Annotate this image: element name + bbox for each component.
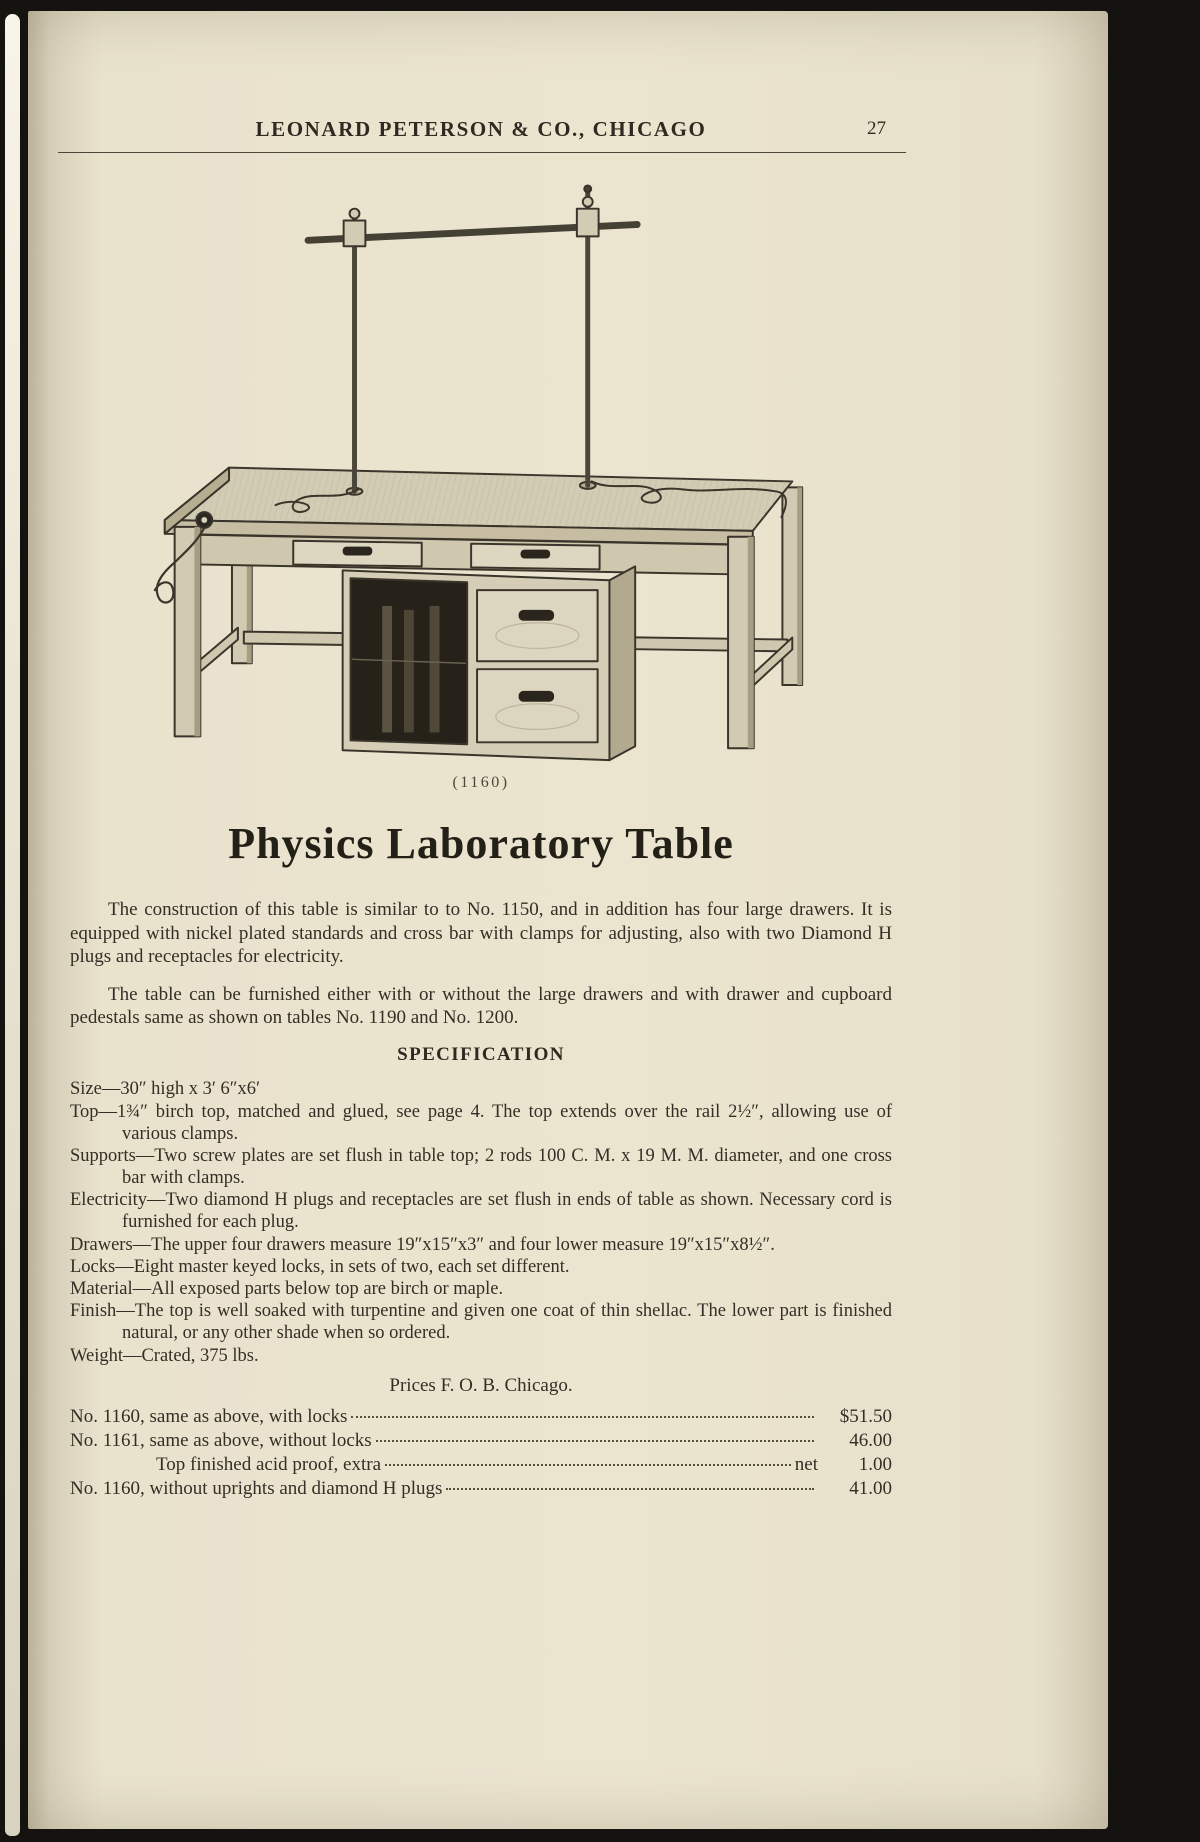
spec-item-size: Size—30″ high x 3′ 6″x6′ xyxy=(70,1079,260,1100)
intro-paragraph: The table can be furnished either with or without the large drawers and with drawer and cupboard pedestals same as shown on tables No. 1190 and No. 1200. xyxy=(70,983,892,1029)
pedestal xyxy=(343,566,636,760)
standards xyxy=(308,185,637,494)
dot-leader xyxy=(376,1440,814,1442)
spec-item-top: Top—1¾″ birch top, matched and glued, see page 4. The top extends over the rail 2½″, allowing use of various clamps. xyxy=(70,1101,892,1144)
spec-item-material: Material—All exposed parts below top are birch or maple. xyxy=(70,1279,504,1300)
intro-paragraph: The construction of this table is similar to to No. 1150, and in addition has four large drawers. It is equipped with nickel plated standards and cross bar with clamps for adjusting, also with two Diamond H plugs and receptacles for electricity. xyxy=(70,899,892,967)
price-row xyxy=(70,1405,892,1429)
spec-item-finish: Finish—The top is well soaked with turpentine and given one coat of thin shellac. The lower part is finished natural, or any other shade when so ordered. xyxy=(70,1301,892,1344)
spec-item-drawers: Drawers—The upper four drawers measure 19″x15″x3″ and four lower measure 19″x15″x8½″. xyxy=(70,1234,775,1255)
price-label: No. 1161, same as above, without locks xyxy=(70,1429,372,1451)
page-title: Physics Laboratory Table xyxy=(228,819,734,868)
spec-item-weight: Weight—Crated, 375 lbs. xyxy=(70,1345,259,1366)
specification-heading: SPECIFICATION xyxy=(397,1044,565,1066)
dot-leader xyxy=(446,1488,814,1490)
page-content xyxy=(70,11,892,1501)
price-row xyxy=(70,1453,892,1477)
price-value: 46.00 xyxy=(849,1429,892,1451)
page-header xyxy=(70,117,892,153)
price-value: 1.00 xyxy=(858,1453,892,1475)
physics-table-illustration xyxy=(145,179,817,772)
page-number: 27 xyxy=(867,118,886,139)
figure xyxy=(70,179,892,792)
price-label: Top finished acid proof, extra xyxy=(156,1453,382,1475)
price-row xyxy=(70,1477,892,1501)
price-value: 41.00 xyxy=(849,1477,892,1499)
price-label: No. 1160, same as above, with locks xyxy=(70,1405,348,1427)
spec-item-locks: Locks—Eight master keyed locks, in sets of two, each set different. xyxy=(70,1256,570,1277)
dot-leader xyxy=(351,1416,814,1418)
spec-item-supports: Supports—Two screw plates are set flush in table top; 2 rods 100 C. M. x 19 M. M. diameter, and one cross bar with clamps. xyxy=(70,1145,892,1189)
price-label: No. 1160, without uprights and diamond H plugs xyxy=(70,1477,443,1499)
header-rule xyxy=(58,152,906,153)
dot-leader xyxy=(385,1464,791,1466)
table-top xyxy=(165,468,793,545)
figure-caption: (1160) xyxy=(452,774,510,791)
price-table xyxy=(70,1405,892,1501)
catalog-page xyxy=(28,11,1108,1829)
price-row xyxy=(70,1429,892,1453)
book-page-edge xyxy=(5,14,20,1836)
header-title: LEONARD PETERSON & CO., CHICAGO xyxy=(255,117,707,141)
intro-text xyxy=(70,898,892,1029)
price-value: $51.50 xyxy=(839,1405,892,1427)
clamp-left xyxy=(344,209,366,247)
prices-heading: Prices F. O. B. Chicago. xyxy=(389,1374,573,1396)
clamp-right xyxy=(577,185,599,236)
price-net: net xyxy=(794,1453,818,1475)
specification-list xyxy=(70,1078,892,1366)
spec-item-electricity: Electricity—Two diamond H plugs and receptacles are set flush in ends of table as shown. Necessary cord is furnished for each plug. xyxy=(70,1190,892,1233)
